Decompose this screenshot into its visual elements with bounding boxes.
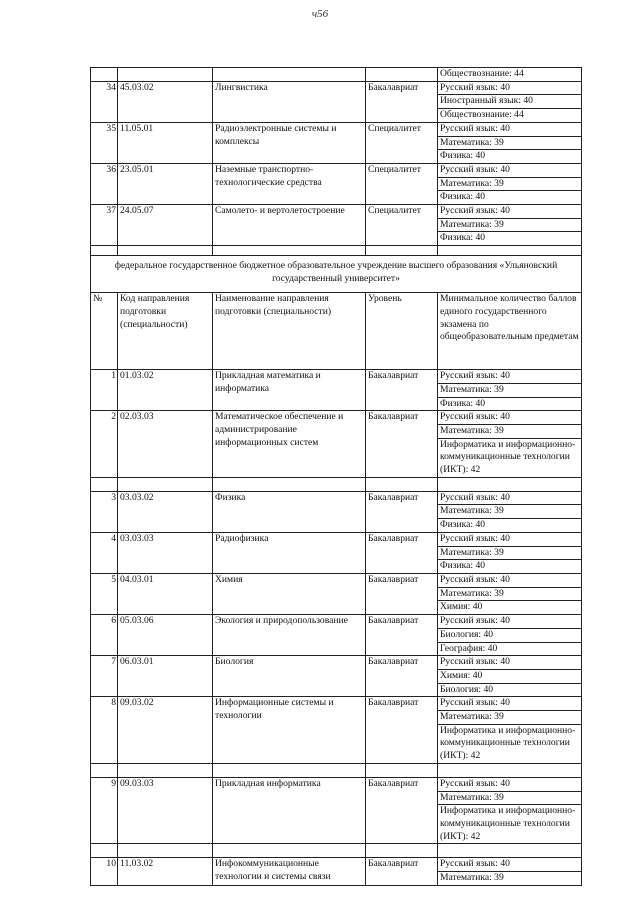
level: Бакалавриат — [366, 491, 438, 532]
exam-list — [438, 532, 582, 573]
row-number: 10 — [91, 858, 118, 885]
exam-list — [438, 81, 582, 122]
table-row — [91, 573, 582, 614]
row-number: 1 — [91, 370, 118, 411]
exam-requirement: География: 40 — [440, 642, 498, 654]
direction-name: Информационные системы и технологии — [213, 697, 366, 764]
exam-list — [438, 615, 582, 656]
exam-requirement: Математика: 39 — [440, 872, 504, 884]
direction-code: 06.03.01 — [118, 656, 213, 697]
exam-requirement: Информатика и информационно-коммуникационные технологии (ИКТ): 42 — [440, 724, 576, 762]
exam-list — [438, 697, 582, 764]
institution-row — [91, 256, 582, 293]
table-section-continued — [91, 68, 582, 246]
level: Бакалавриат — [366, 656, 438, 697]
direction-name: Экология и природопользование — [213, 615, 366, 656]
exam-requirement: Математика: 39 — [438, 219, 581, 233]
exam-requirement: Математика: 39 — [438, 711, 581, 725]
table-row — [91, 81, 582, 122]
row-number: 3 — [91, 491, 118, 532]
level: Бакалавриат — [366, 532, 438, 573]
direction-name: Инфокоммуникационные технологии и системы связи — [213, 858, 366, 885]
direction-name: Самолето- и вертолетостроение — [213, 205, 366, 246]
header-row — [91, 293, 582, 370]
row-number: 35 — [91, 122, 118, 163]
page-number: ч56 — [311, 8, 329, 20]
table-row — [91, 656, 582, 697]
direction-code: 05.03.06 — [118, 615, 213, 656]
exam-requirement: Русский язык: 40 — [438, 205, 581, 219]
table-row — [91, 777, 582, 844]
table-row — [91, 370, 582, 411]
level: Бакалавриат — [366, 573, 438, 614]
exam-list — [438, 491, 582, 532]
exam-requirement: Химия: 40 — [440, 601, 483, 613]
exam-requirement: Математика: 39 — [438, 792, 581, 806]
direction-name: Лингвистика — [213, 81, 366, 122]
row-number: 36 — [91, 163, 118, 204]
exam-requirement: Русский язык: 40 — [438, 533, 581, 547]
exam-list — [438, 122, 582, 163]
direction-code: 01.03.02 — [118, 370, 213, 411]
direction-code: 03.03.03 — [118, 532, 213, 573]
direction-name: Радиофизика — [213, 532, 366, 573]
direction-code: 11.03.02 — [118, 858, 213, 885]
direction-name: Радиоэлектронные системы и комплексы — [213, 122, 366, 163]
header-exams: Минимальное количество баллов единого государственного экзамена по общеобразовательным предметам — [438, 293, 582, 370]
level: Бакалавриат — [366, 777, 438, 844]
table-row — [91, 491, 582, 532]
direction-name: Прикладная математика и информатика — [213, 370, 366, 411]
exam-requirement: Русский язык: 40 — [438, 411, 581, 425]
header-name: Наименование направления подготовки (специальности) — [213, 293, 366, 370]
exam-requirement: Математика: 39 — [438, 588, 581, 602]
admission-table — [90, 67, 582, 886]
level: Бакалавриат — [366, 81, 438, 122]
exam-requirement: Физика: 40 — [440, 560, 486, 572]
level: Бакалавриат — [366, 697, 438, 764]
exam-requirement: Информатика и информационно-коммуникационные технологии (ИКТ): 42 — [440, 438, 576, 476]
row-number: 5 — [91, 573, 118, 614]
direction-code: 45.03.02 — [118, 81, 213, 122]
level: Бакалавриат — [366, 370, 438, 411]
row-number: 2 — [91, 411, 118, 478]
exam-list — [438, 656, 582, 697]
direction-name: Прикладная информатика — [213, 777, 366, 844]
table-row — [91, 615, 582, 656]
header-level: Уровень — [366, 293, 438, 370]
level: Бакалавриат — [366, 615, 438, 656]
exam-requirement: Математика: 39 — [438, 547, 581, 561]
exam-cell: Обществознание: 44 — [438, 68, 582, 82]
empty-row — [91, 246, 582, 256]
direction-code: 11.05.01 — [118, 122, 213, 163]
exam-requirement: Русский язык: 40 — [438, 370, 581, 384]
exam-requirement: Математика: 39 — [438, 137, 581, 151]
exam-list — [438, 205, 582, 246]
row-number: 8 — [91, 697, 118, 764]
direction-name: Биология — [213, 656, 366, 697]
level: Бакалавриат — [366, 858, 438, 885]
exam-requirement: Физика: 40 — [440, 150, 486, 162]
direction-name: Наземные транспортно-технологические средства — [213, 163, 366, 204]
table-row — [91, 697, 582, 764]
level: Специалитет — [366, 205, 438, 246]
table-section-ulsu — [91, 370, 582, 886]
header-number: № — [91, 293, 118, 370]
table-row — [91, 163, 582, 204]
exam-requirement: Физика: 40 — [440, 519, 486, 531]
direction-code: 02.03.03 — [118, 411, 213, 478]
table-row — [91, 532, 582, 573]
row-number: 4 — [91, 532, 118, 573]
row-number: 37 — [91, 205, 118, 246]
exam-requirement: Иностранный язык: 40 — [438, 95, 581, 109]
row-gap — [91, 844, 582, 858]
direction-code: 24.05.07 — [118, 205, 213, 246]
row-number: 34 — [91, 81, 118, 122]
level: Специалитет — [366, 163, 438, 204]
direction-name: Математическое обеспечение и администрирование информационных систем — [213, 411, 366, 478]
exam-requirement: Математика: 39 — [438, 384, 581, 398]
exam-requirement: Физика: 40 — [440, 232, 486, 244]
exam-requirement: Русский язык: 40 — [438, 123, 581, 137]
exam-list — [438, 411, 582, 478]
exam-requirement: Биология: 40 — [438, 629, 581, 643]
direction-code: 23.05.01 — [118, 163, 213, 204]
exam-list — [438, 370, 582, 411]
exam-requirement: Русский язык: 40 — [438, 615, 581, 629]
direction-code: 09.03.02 — [118, 697, 213, 764]
exam-requirement: Математика: 39 — [438, 505, 581, 519]
level: Специалитет — [366, 122, 438, 163]
table-row — [91, 68, 582, 82]
exam-requirement: Русский язык: 40 — [438, 492, 581, 506]
exam-list — [438, 163, 582, 204]
row-number: 7 — [91, 656, 118, 697]
exam-requirement: Русский язык: 40 — [438, 164, 581, 178]
exam-requirement: Русский язык: 40 — [438, 656, 581, 670]
direction-code: 03.03.02 — [118, 491, 213, 532]
direction-name: Физика — [213, 491, 366, 532]
exam-requirement: Обществознание: 44 — [440, 109, 524, 121]
table-spacer — [91, 246, 582, 256]
exam-requirement: Химия: 40 — [438, 670, 581, 684]
exam-requirement: Русский язык: 40 — [438, 697, 581, 711]
direction-code: 09.03.03 — [118, 777, 213, 844]
exam-list — [438, 777, 582, 844]
row-gap — [91, 477, 582, 491]
row-number: 9 — [91, 777, 118, 844]
exam-list — [438, 573, 582, 614]
institution-name: федеральное государственное бюджетное образовательное учреждение высшего образования «Ульяновский государственный университет» — [91, 256, 582, 293]
exam-requirement: Математика: 39 — [438, 425, 581, 439]
header-code: Код направления подготовки (специальности) — [118, 293, 213, 370]
table-row — [91, 858, 582, 885]
table-row — [91, 411, 582, 478]
exam-list — [438, 858, 582, 885]
row-number: 6 — [91, 615, 118, 656]
exam-requirement: Физика: 40 — [440, 191, 486, 203]
level: Бакалавриат — [366, 411, 438, 478]
table-row — [91, 122, 582, 163]
exam-requirement: Русский язык: 40 — [438, 82, 581, 96]
row-gap — [91, 763, 582, 777]
table-row — [91, 205, 582, 246]
exam-requirement: Биология: 40 — [440, 683, 494, 695]
direction-code: 04.03.01 — [118, 573, 213, 614]
exam-requirement: Русский язык: 40 — [438, 574, 581, 588]
exam-requirement: Физика: 40 — [440, 397, 486, 409]
institution-section — [91, 256, 582, 370]
direction-name: Химия — [213, 573, 366, 614]
exam-requirement: Русский язык: 40 — [438, 778, 581, 792]
exam-requirement: Математика: 39 — [438, 178, 581, 192]
exam-requirement: Русский язык: 40 — [438, 858, 581, 872]
exam-requirement: Информатика и информационно-коммуникационные технологии (ИКТ): 42 — [440, 805, 576, 842]
